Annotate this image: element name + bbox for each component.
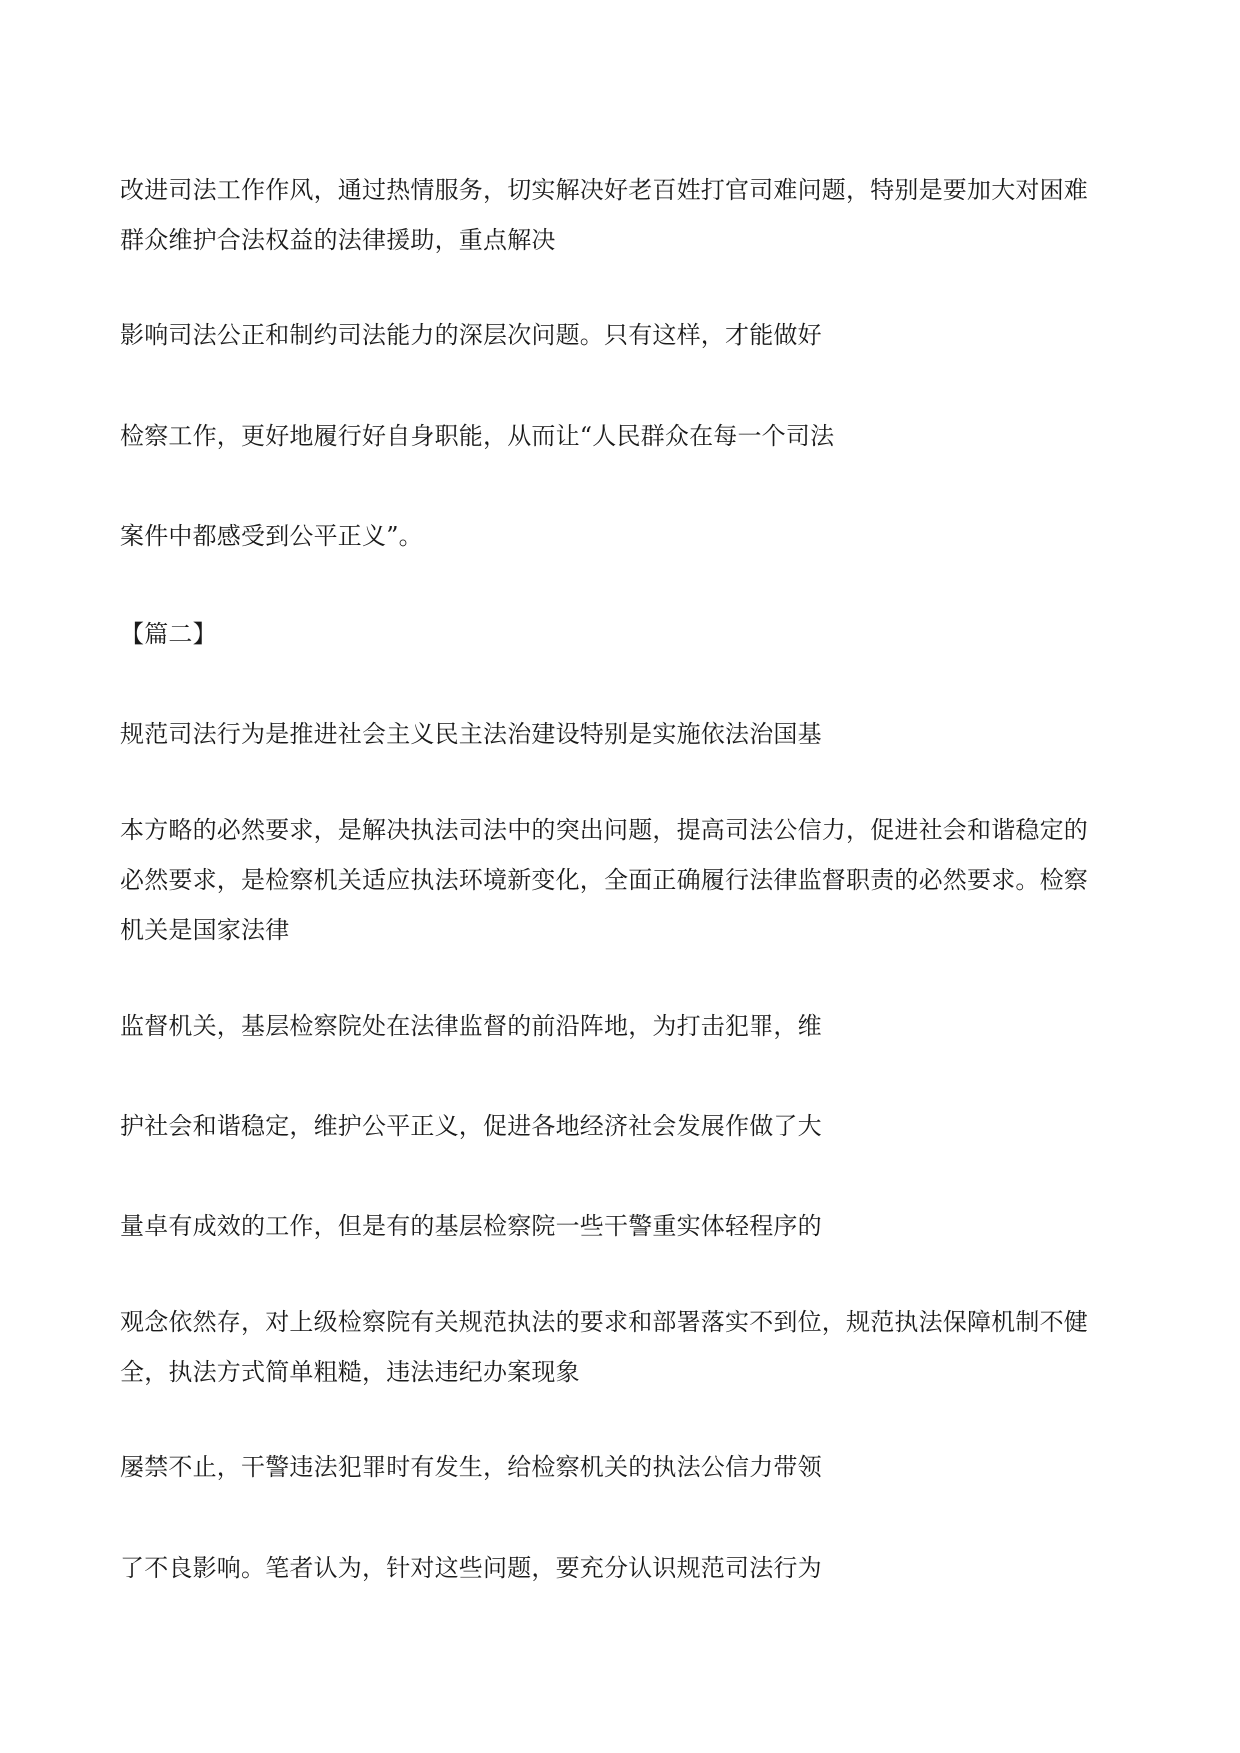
paragraph-line: 本方略的必然要求，是解决执法司法中的突出问题，提高司法公信力，促进社会和谐稳定的 (120, 816, 1088, 844)
paragraph-line: 改进司法工作作风，通过热情服务，切实解决好老百姓打官司难问题，特别是要加大对困难 (120, 176, 1088, 204)
paragraph-line: 量卓有成效的工作，但是有的基层检察院一些干警重实体轻程序的 (120, 1212, 822, 1240)
paragraph-line: 全，执法方式简单粗糙，违法违纪办案现象 (120, 1358, 580, 1386)
paragraph-line: 影响司法公正和制约司法能力的深层次问题。只有这样，才能做好 (120, 321, 822, 349)
paragraph-line: 观念依然存，对上级检察院有关规范执法的要求和部署落实不到位，规范执法保障机制不健 (120, 1308, 1088, 1336)
paragraph-line: 规范司法行为是推进社会主义民主法治建设特别是实施依法治国基 (120, 720, 822, 748)
paragraph-line: 案件中都感受到公平正义”。 (120, 522, 423, 550)
paragraph-line: 群众维护合法权益的法律援助，重点解决 (120, 226, 556, 254)
paragraph-line: 了不良影响。笔者认为，针对这些问题，要充分认识规范司法行为 (120, 1554, 822, 1582)
paragraph-line: 必然要求，是检察机关适应执法环境新变化，全面正确履行法律监督职责的必然要求。检察 (120, 866, 1088, 894)
paragraph-line: 护社会和谐稳定，维护公平正义，促进各地经济社会发展作做了大 (120, 1112, 822, 1140)
paragraph-line: 屡禁不止，干警违法犯罪时有发生，给检察机关的执法公信力带领 (120, 1453, 822, 1481)
section-heading: 【篇二】 (120, 620, 217, 648)
paragraph-line: 机关是国家法律 (120, 916, 290, 944)
paragraph-line: 监督机关，基层检察院处在法律监督的前沿阵地，为打击犯罪，维 (120, 1012, 822, 1040)
paragraph-line: 检察工作，更好地履行好自身职能，从而让“人民群众在每一个司法 (120, 422, 835, 450)
